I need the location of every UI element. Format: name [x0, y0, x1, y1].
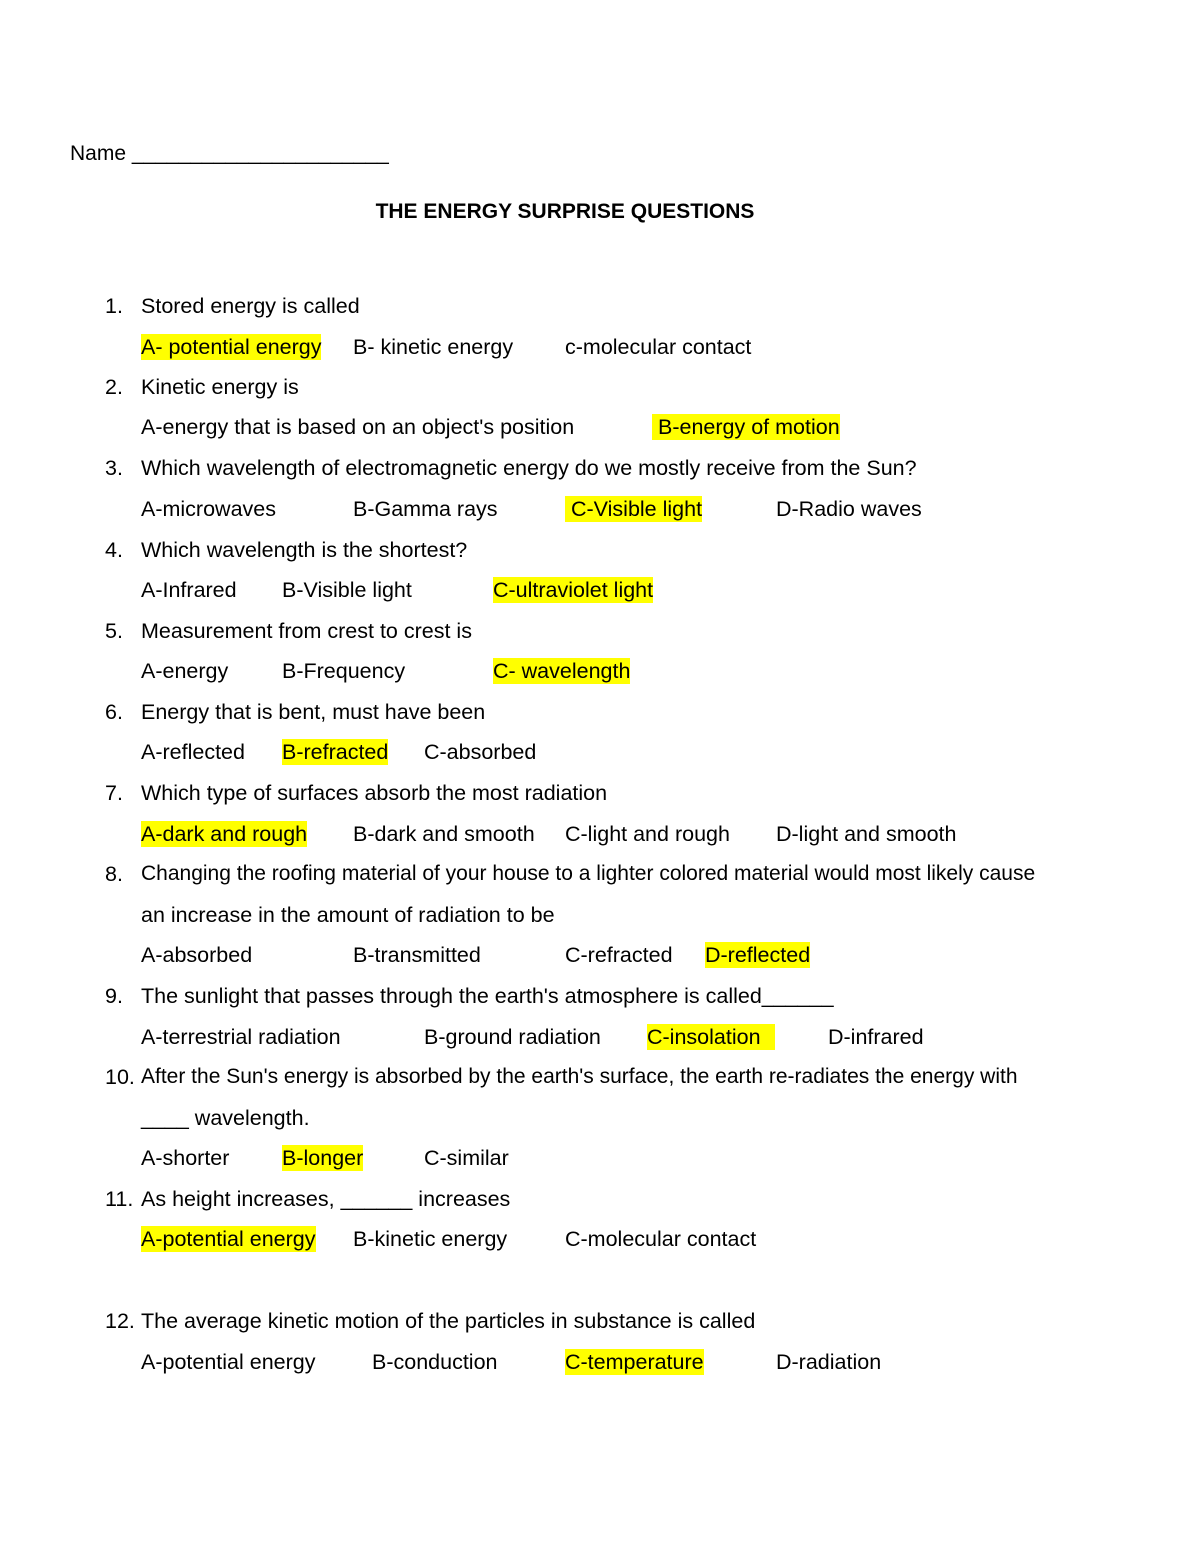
answer-option: A-shorter: [141, 1146, 230, 1170]
question-number: 5.: [105, 619, 123, 643]
answer-option: D-infrared: [828, 1025, 924, 1049]
answer-option-highlighted: A-potential energy: [141, 1227, 316, 1251]
answer-option-highlighted: C- wavelength: [493, 659, 631, 683]
answer-option: B-Visible light: [282, 578, 412, 602]
answer-option-highlighted: A- potential energy: [141, 335, 322, 359]
answer-option: B-kinetic energy: [353, 1227, 508, 1251]
answer-option-highlighted: C-ultraviolet light: [493, 578, 654, 602]
page-title: THE ENERGY SURPRISE QUESTIONS: [375, 200, 755, 223]
answer-option-highlighted: C-temperature: [565, 1350, 704, 1374]
answer-option: B-transmitted: [353, 943, 481, 967]
answer-option: A-reflected: [141, 740, 245, 764]
answer-option-highlighted: D-reflected: [705, 943, 811, 967]
answer-option: D-light and smooth: [776, 822, 957, 846]
answer-option: B- kinetic energy: [353, 335, 514, 359]
question-number: 2.: [105, 375, 123, 399]
question-text: As height increases, ______ increases: [141, 1187, 511, 1211]
answer-option: B-Gamma rays: [353, 497, 498, 521]
answer-option: B-ground radiation: [424, 1025, 601, 1049]
question-text-continued: ____ wavelength.: [141, 1106, 310, 1130]
answer-option-highlighted: A-dark and rough: [141, 822, 308, 846]
answer-option-highlighted: C-Visible light: [565, 496, 702, 522]
answer-option: C-absorbed: [424, 740, 537, 764]
answer-option: D-radiation: [776, 1350, 882, 1374]
answer-option: C-refracted: [565, 943, 673, 967]
question-number: 8.: [105, 862, 123, 886]
question-text: Kinetic energy is: [141, 375, 299, 399]
answer-option: c-molecular contact: [565, 335, 752, 359]
answer-option: A-energy that is based on an object's position: [141, 415, 575, 439]
question-number: 12.: [105, 1309, 135, 1333]
question-number: 6.: [105, 700, 123, 724]
answer-option: D-Radio waves: [776, 497, 922, 521]
answer-option: A-absorbed: [141, 943, 253, 967]
question-number: 7.: [105, 781, 123, 805]
question-text: Energy that is bent, must have been: [141, 700, 486, 724]
answer-option-highlighted: B-energy of motion: [652, 414, 840, 440]
question-number: 11.: [105, 1187, 134, 1211]
name-field-label: Name ______________________: [70, 142, 389, 165]
question-text: Measurement from crest to crest is: [141, 619, 472, 643]
question-text: Stored energy is called: [141, 294, 360, 318]
answer-option-highlighted: B-refracted: [282, 740, 389, 764]
answer-option: A-energy: [141, 659, 229, 683]
question-number: 4.: [105, 538, 123, 562]
question-text: Changing the roofing material of your house to a lighter colored material would most likely cause: [141, 862, 1036, 885]
answer-option-highlighted: C-insolation: [647, 1024, 775, 1050]
question-number: 1.: [105, 294, 123, 318]
question-text: The average kinetic motion of the particles in substance is called: [141, 1309, 756, 1333]
answer-option: A-potential energy: [141, 1350, 316, 1374]
answer-option-highlighted: B-longer: [282, 1146, 364, 1170]
question-number: 3.: [105, 456, 123, 480]
question-text: The sunlight that passes through the earth's atmosphere is called______: [141, 984, 834, 1008]
question-text-continued: an increase in the amount of radiation to be: [141, 903, 555, 927]
answer-option: B-dark and smooth: [353, 822, 535, 846]
question-text: After the Sun's energy is absorbed by the earth's surface, the earth re-radiates the energy with: [141, 1065, 1018, 1088]
question-number: 10.: [105, 1065, 135, 1089]
answer-option: A-microwaves: [141, 497, 276, 521]
answer-option: C-molecular contact: [565, 1227, 757, 1251]
answer-option: B-Frequency: [282, 659, 406, 683]
question-number: 9.: [105, 984, 123, 1008]
answer-option: B-conduction: [372, 1350, 498, 1374]
question-text: Which wavelength of electromagnetic energy do we mostly receive from the Sun?: [141, 456, 917, 480]
answer-option: C-similar: [424, 1146, 509, 1170]
answer-option: A-terrestrial radiation: [141, 1025, 341, 1049]
answer-option: A-Infrared: [141, 578, 237, 602]
answer-option: C-light and rough: [565, 822, 730, 846]
question-text: Which wavelength is the shortest?: [141, 538, 468, 562]
question-text: Which type of surfaces absorb the most radiation: [141, 781, 608, 805]
